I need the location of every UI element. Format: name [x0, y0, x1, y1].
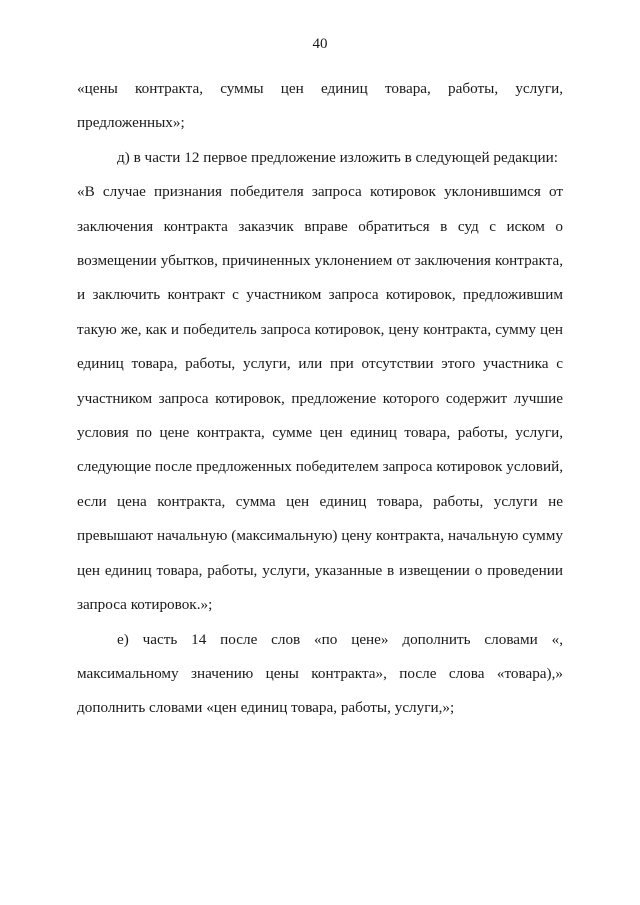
paragraph-item-d-intro: д) в части 12 первое предложение изложить в следующей редакции: — [117, 148, 559, 166]
document-body — [77, 72, 563, 726]
paragraph-item-d-quote: «В случае признания победителя запроса котировок уклонившимся от заключения контракта заказчик вправе обратиться в суд с иском о возмещении убытков, причиненных уклонением от заключения контракта, и заключить контракт с участником запроса котировок, предложившим такую же, как и победитель запроса котировок, цену контракта, сумму цен единиц товара, работы, услуги, или при отсутствии этого участника с участником запроса котировок, предложение которого содержит лучшие условия по цене контракта, сумме цен единиц товара, работы, услуги, следующие после предложенных победителем запроса котировок условий, если цена контракта, сумма цен единиц товара, работы, услуги не превышают начальную (максимальную) цену контракта, начальную сумму цен единиц товара, работы, услуги, указанные в извещении о проведении запроса котировок.»; — [77, 183, 563, 614]
paragraph-item-e: е) часть 14 после слов «по цене» дополнить словами «, максимальному значению цены контракта», после слова «товара),» дополнить словами «цен единиц товара, работы, услуги,»; — [77, 630, 563, 717]
paragraph-continuation: «цены контракта, суммы цен единиц товара, работы, услуги, предложенных»; — [77, 80, 563, 132]
page-number: 40 — [312, 36, 328, 52]
